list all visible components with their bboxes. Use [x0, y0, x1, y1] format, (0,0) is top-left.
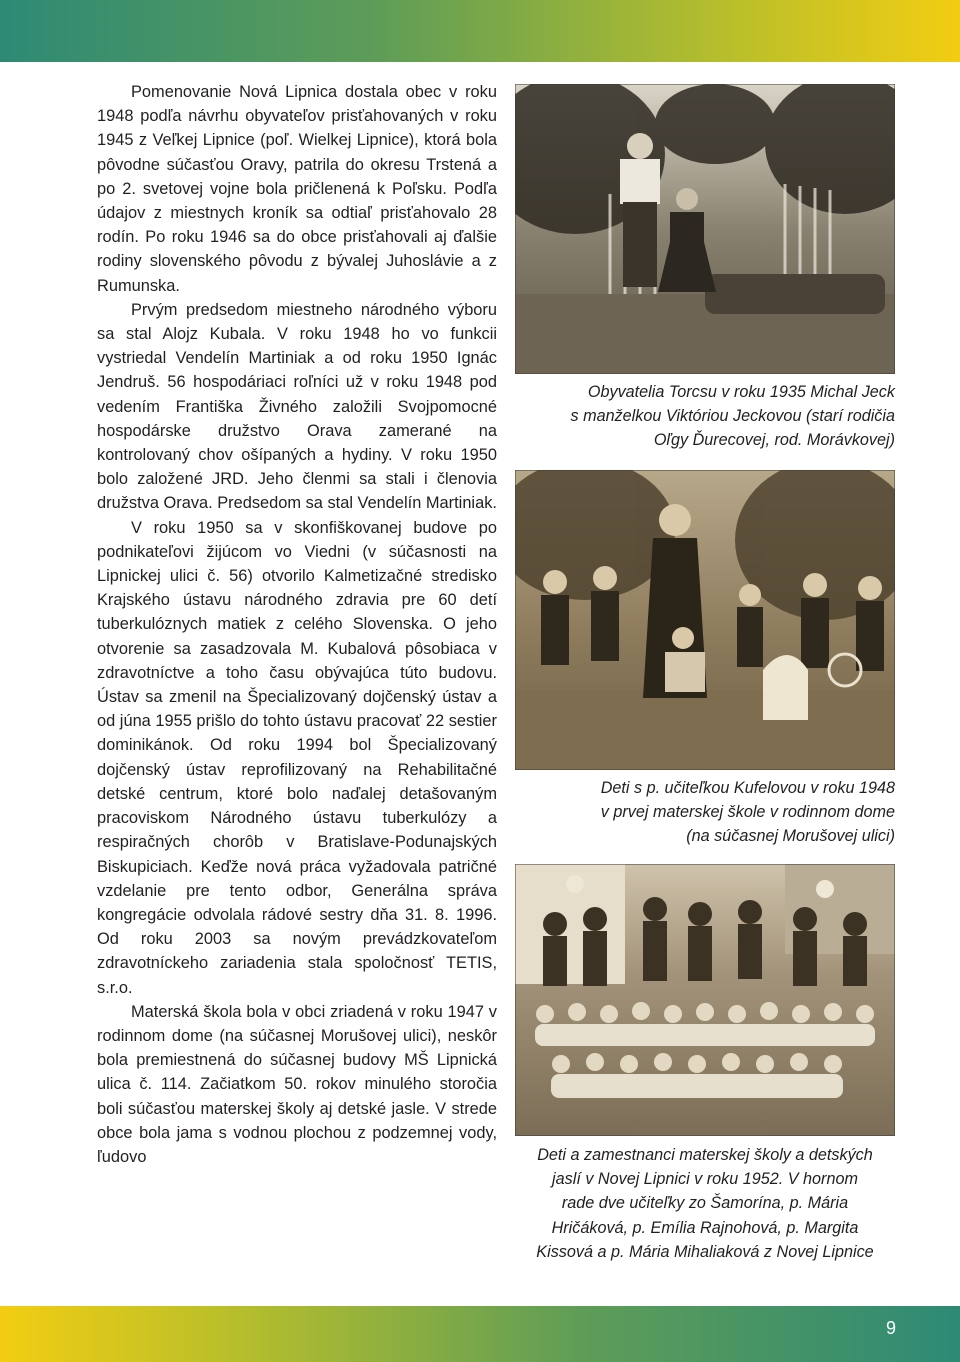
photo-caption — [505, 776, 895, 849]
caption-line: Deti s p. učiteľkou Kufelovou v roku 1948 — [600, 779, 895, 797]
paragraph: Materská škola bola v obci zriadená v roku 1947 v rodinnom dome (na súčasnej Morušovej ulici), neskôr bola premiestnená do súčasnej budovy MŠ Lipnická ulica č. 114. Začiatkom 50. rokov minulého storočia boli súčasťou materskej školy aj detské jasle. V strede obce bola jama s vodnou plochou z podzemnej vody, ľudovo — [97, 1002, 497, 1166]
photo-couple-1935 — [515, 84, 895, 374]
caption-line: Oľgy Ďurecovej, rod. Morávkovej) — [653, 431, 895, 450]
paragraph: V roku 1950 sa v skonfiškovanej budove po podnikateľovi žijúcom vo Viedni (v súčasnosti na Lipnickej ulici č. 56) otvorilo Kalmetizačné stredisko Krajského ústavu národného zdravia pre 60 detí tuberkulóznych matiek z celého Slovenska. O jeho otvorenie sa zasadzovala M. Kubalová pôsobiaca v zdravotníctve a toho času obývajúca túto budovu. Ústav sa zmenil na Špecializovaný dojčenský ústav a od júna 1955 prišlo do tohto ústavu pracovať 22 sestier dominikánok. Od roku 1994 bol Špecializovaný dojčenský ústav reprofilizovaný na Rehabilitačné detské centrum, ktoré bolo naďalej detašovaným pracoviskom Národného ústavu tuberkulózy a respiračných chorôb v Bratislave-Podunajských Biskupiciach. Keďže nová práca vyžadovala patričné vzdelanie pre tento odbor, Generálna správa kongregácie odvolala rádové sestry dňa 31. 8. 1996. Od roku 2003 sa novým prevádzkovateľom zdravotníckeho zariadenia stala spoločnosť TETIS, s.r.o. — [97, 518, 497, 997]
header-color-band — [0, 0, 960, 62]
caption-line: jaslí v Novej Lipnici v roku 1952. V hornom — [552, 1170, 858, 1189]
caption-line: Obyvatelia Torcsu v roku 1935 Michal Jeck — [587, 383, 895, 401]
caption-line: Kissová a p. Mária Mihaliaková z Novej Lipnice — [536, 1242, 874, 1261]
caption-line: s manželkou Viktóriou Jeckovou (starí rodičia — [570, 407, 895, 426]
caption-line: rade dve učiteľky zo Šamorína, p. Mária — [561, 1194, 849, 1213]
caption-line: (na súčasnej Morušovej ulici) — [686, 827, 895, 846]
photo-group-1952 — [515, 864, 895, 1136]
photo-caption — [505, 1143, 905, 1264]
article-body — [97, 80, 497, 1169]
caption-line: Deti a zamestnanci materskej školy a detských — [537, 1146, 873, 1164]
page-number: 9 — [885, 1318, 896, 1338]
caption-line: Hričáková, p. Emília Rajnohová, p. Margita — [551, 1218, 859, 1237]
photo-caption — [505, 380, 895, 453]
paragraph: Prvým predsedom miestneho národného výboru sa stal Alojz Kubala. V roku 1948 ho vo funkcii vystriedal Vendelín Martiniak a od roku 1950 Ignác Jendruš. 56 hospodáriaci roľníci už v roku 1948 pod vedením Františka Živného založili Svojpomocné hospodárske družstvo Orava zamerané na kontrolovaný chov ošípaných a hydiny. V roku 1950 bolo založené JRD. Jeho členmi sa stali i členovia družstva Orava. Predsedom sa stal Vendelín Martiniak. — [97, 300, 497, 513]
photo-children-teacher-1948 — [515, 470, 895, 770]
paragraph: Pomenovanie Nová Lipnica dostala obec v roku 1948 podľa návrhu obyvateľov prisťahovaných v roku 1945 z Veľkej Lipnice (poľ. Wielkej Lipnice), ktorá bola pôvodne súčasťou Oravy, patrila do okresu Trstená a po 2. svetovej vojne bola pričlenená k Poľsku. Podľa údajov z miestnych kroník sa odtiaľ prisťahovalo 28 rodín. Po roku 1946 sa do obce prisťahovali aj ďalšie rodiny slovenského pôvodu z bývalej Juhoslávie a z Rumunska. — [97, 83, 497, 295]
footer-color-band — [0, 1306, 960, 1362]
caption-line: v prvej materskej škole v rodinnom dome — [600, 803, 895, 822]
